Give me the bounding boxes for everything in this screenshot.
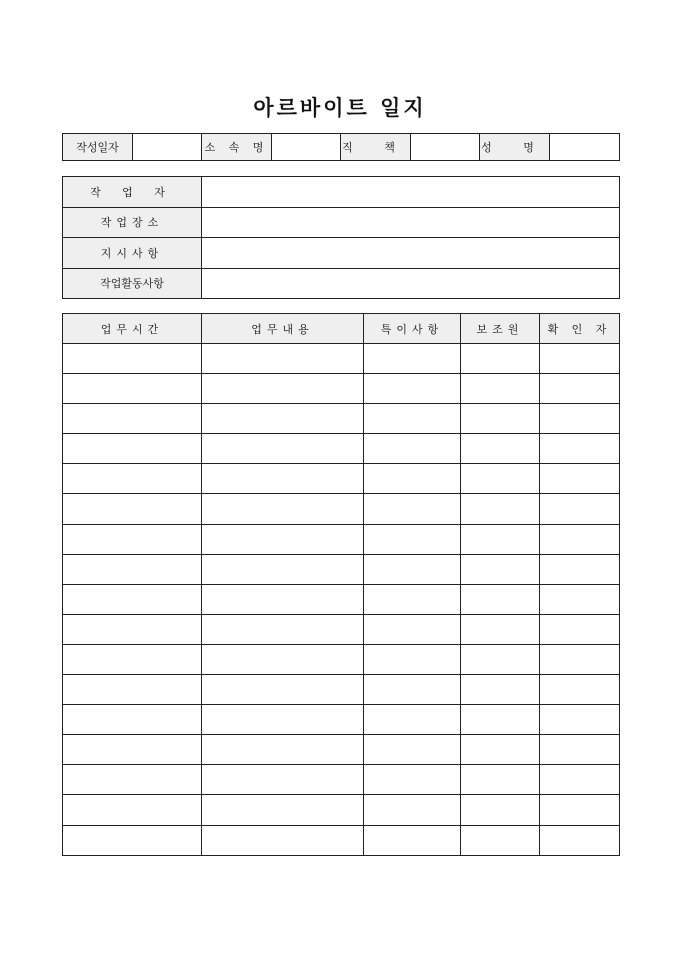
assistant-cell[interactable] xyxy=(461,404,540,434)
confirmer-cell[interactable] xyxy=(540,705,620,735)
remarks-cell[interactable] xyxy=(364,644,461,674)
confirmer-cell[interactable] xyxy=(540,584,620,614)
confirmer-cell[interactable] xyxy=(540,374,620,404)
confirmer-cell[interactable] xyxy=(540,464,620,494)
work-time-cell[interactable] xyxy=(63,735,202,765)
confirmer-cell[interactable] xyxy=(540,404,620,434)
work-log-body xyxy=(63,344,620,856)
remarks-cell[interactable] xyxy=(364,344,461,374)
remarks-cell[interactable] xyxy=(364,554,461,584)
table-row xyxy=(63,344,620,374)
work-content-cell[interactable] xyxy=(202,404,364,434)
assistant-cell[interactable] xyxy=(461,614,540,644)
work-content-cell[interactable] xyxy=(202,494,364,524)
assistant-cell[interactable] xyxy=(461,434,540,464)
table-row xyxy=(63,494,620,524)
work-time-cell[interactable] xyxy=(63,494,202,524)
confirmer-cell[interactable] xyxy=(540,825,620,855)
worker-field[interactable] xyxy=(202,177,620,208)
work-time-cell[interactable] xyxy=(63,524,202,554)
work-time-cell[interactable] xyxy=(63,795,202,825)
remarks-cell[interactable] xyxy=(364,765,461,795)
date-field[interactable] xyxy=(133,134,202,161)
work-content-cell[interactable] xyxy=(202,705,364,735)
position-field[interactable] xyxy=(411,134,480,161)
assistant-cell[interactable] xyxy=(461,735,540,765)
column-header-confirmer: 확 인 자 xyxy=(540,314,620,344)
work-content-cell[interactable] xyxy=(202,825,364,855)
confirmer-cell[interactable] xyxy=(540,765,620,795)
work-time-cell[interactable] xyxy=(63,554,202,584)
work-time-cell[interactable] xyxy=(63,614,202,644)
work-content-cell[interactable] xyxy=(202,374,364,404)
assistant-cell[interactable] xyxy=(461,524,540,554)
work-time-cell[interactable] xyxy=(63,825,202,855)
work-time-cell[interactable] xyxy=(63,705,202,735)
work-log-table xyxy=(62,313,620,856)
column-header-remarks: 특이사항 xyxy=(364,314,461,344)
confirmer-cell[interactable] xyxy=(540,344,620,374)
remarks-cell[interactable] xyxy=(364,825,461,855)
work-place-field[interactable] xyxy=(202,207,620,238)
work-time-cell[interactable] xyxy=(63,434,202,464)
assistant-cell[interactable] xyxy=(461,765,540,795)
table-row xyxy=(63,765,620,795)
date-label: 작성일자 xyxy=(63,134,133,161)
confirmer-cell[interactable] xyxy=(540,614,620,644)
assistant-cell[interactable] xyxy=(461,464,540,494)
work-time-cell[interactable] xyxy=(63,584,202,614)
instructions-label: 지시사항 xyxy=(63,238,202,269)
table-row xyxy=(63,584,620,614)
work-time-cell[interactable] xyxy=(63,344,202,374)
dept-label: 소 속 명 xyxy=(202,134,272,161)
assistant-cell[interactable] xyxy=(461,705,540,735)
worker-label: 작 업 자 xyxy=(63,177,202,208)
work-content-cell[interactable] xyxy=(202,735,364,765)
assistant-cell[interactable] xyxy=(461,675,540,705)
remarks-cell[interactable] xyxy=(364,675,461,705)
work-time-cell[interactable] xyxy=(63,404,202,434)
work-content-cell[interactable] xyxy=(202,644,364,674)
table-row xyxy=(63,735,620,765)
confirmer-cell[interactable] xyxy=(540,494,620,524)
assistant-cell[interactable] xyxy=(461,584,540,614)
table-row xyxy=(63,524,620,554)
name-field[interactable] xyxy=(550,134,620,161)
confirmer-cell[interactable] xyxy=(540,675,620,705)
table-row xyxy=(63,434,620,464)
work-content-cell[interactable] xyxy=(202,795,364,825)
assistant-cell[interactable] xyxy=(461,494,540,524)
confirmer-cell[interactable] xyxy=(540,524,620,554)
work-content-cell[interactable] xyxy=(202,554,364,584)
remarks-cell[interactable] xyxy=(364,404,461,434)
table-row xyxy=(63,675,620,705)
work-content-cell[interactable] xyxy=(202,464,364,494)
work-details-table xyxy=(62,176,620,299)
table-row xyxy=(63,825,620,855)
activities-label: 작업활동사항 xyxy=(63,268,202,299)
table-row xyxy=(63,795,620,825)
remarks-cell[interactable] xyxy=(364,464,461,494)
remarks-cell[interactable] xyxy=(364,374,461,404)
instructions-field[interactable] xyxy=(202,238,620,269)
assistant-cell[interactable] xyxy=(461,374,540,404)
assistant-cell[interactable] xyxy=(461,644,540,674)
remarks-cell[interactable] xyxy=(364,524,461,554)
work-content-cell[interactable] xyxy=(202,614,364,644)
table-row xyxy=(63,404,620,434)
work-time-cell[interactable] xyxy=(63,464,202,494)
work-content-cell[interactable] xyxy=(202,524,364,554)
assistant-cell[interactable] xyxy=(461,825,540,855)
table-row xyxy=(63,644,620,674)
header-info-table xyxy=(62,133,620,161)
work-content-cell[interactable] xyxy=(202,434,364,464)
work-time-cell[interactable] xyxy=(63,644,202,674)
confirmer-cell[interactable] xyxy=(540,735,620,765)
column-header-work-time: 업무시간 xyxy=(63,314,202,344)
table-row xyxy=(63,374,620,404)
remarks-cell[interactable] xyxy=(364,584,461,614)
remarks-cell[interactable] xyxy=(364,434,461,464)
assistant-cell[interactable] xyxy=(461,795,540,825)
assistant-cell[interactable] xyxy=(461,554,540,584)
confirmer-cell[interactable] xyxy=(540,434,620,464)
table-row xyxy=(63,705,620,735)
remarks-cell[interactable] xyxy=(364,795,461,825)
confirmer-cell[interactable] xyxy=(540,644,620,674)
work-place-label: 작업장소 xyxy=(63,207,202,238)
remarks-cell[interactable] xyxy=(364,735,461,765)
name-label: 성 명 xyxy=(480,134,550,161)
assistant-cell[interactable] xyxy=(461,344,540,374)
work-time-cell[interactable] xyxy=(63,374,202,404)
table-row xyxy=(63,554,620,584)
activities-field[interactable] xyxy=(202,268,620,299)
work-content-cell[interactable] xyxy=(202,765,364,795)
remarks-cell[interactable] xyxy=(364,705,461,735)
table-row xyxy=(63,614,620,644)
remarks-cell[interactable] xyxy=(364,494,461,524)
column-header-work-content: 업무내용 xyxy=(202,314,364,344)
page-title: 아르바이트 일지 xyxy=(253,96,427,120)
work-time-cell[interactable] xyxy=(63,675,202,705)
work-time-cell[interactable] xyxy=(63,765,202,795)
dept-field[interactable] xyxy=(272,134,341,161)
confirmer-cell[interactable] xyxy=(540,795,620,825)
column-header-assistant: 보조원 xyxy=(461,314,540,344)
work-content-cell[interactable] xyxy=(202,675,364,705)
work-content-cell[interactable] xyxy=(202,344,364,374)
position-label: 직 책 xyxy=(341,134,411,161)
table-row xyxy=(63,464,620,494)
confirmer-cell[interactable] xyxy=(540,554,620,584)
work-content-cell[interactable] xyxy=(202,584,364,614)
remarks-cell[interactable] xyxy=(364,614,461,644)
